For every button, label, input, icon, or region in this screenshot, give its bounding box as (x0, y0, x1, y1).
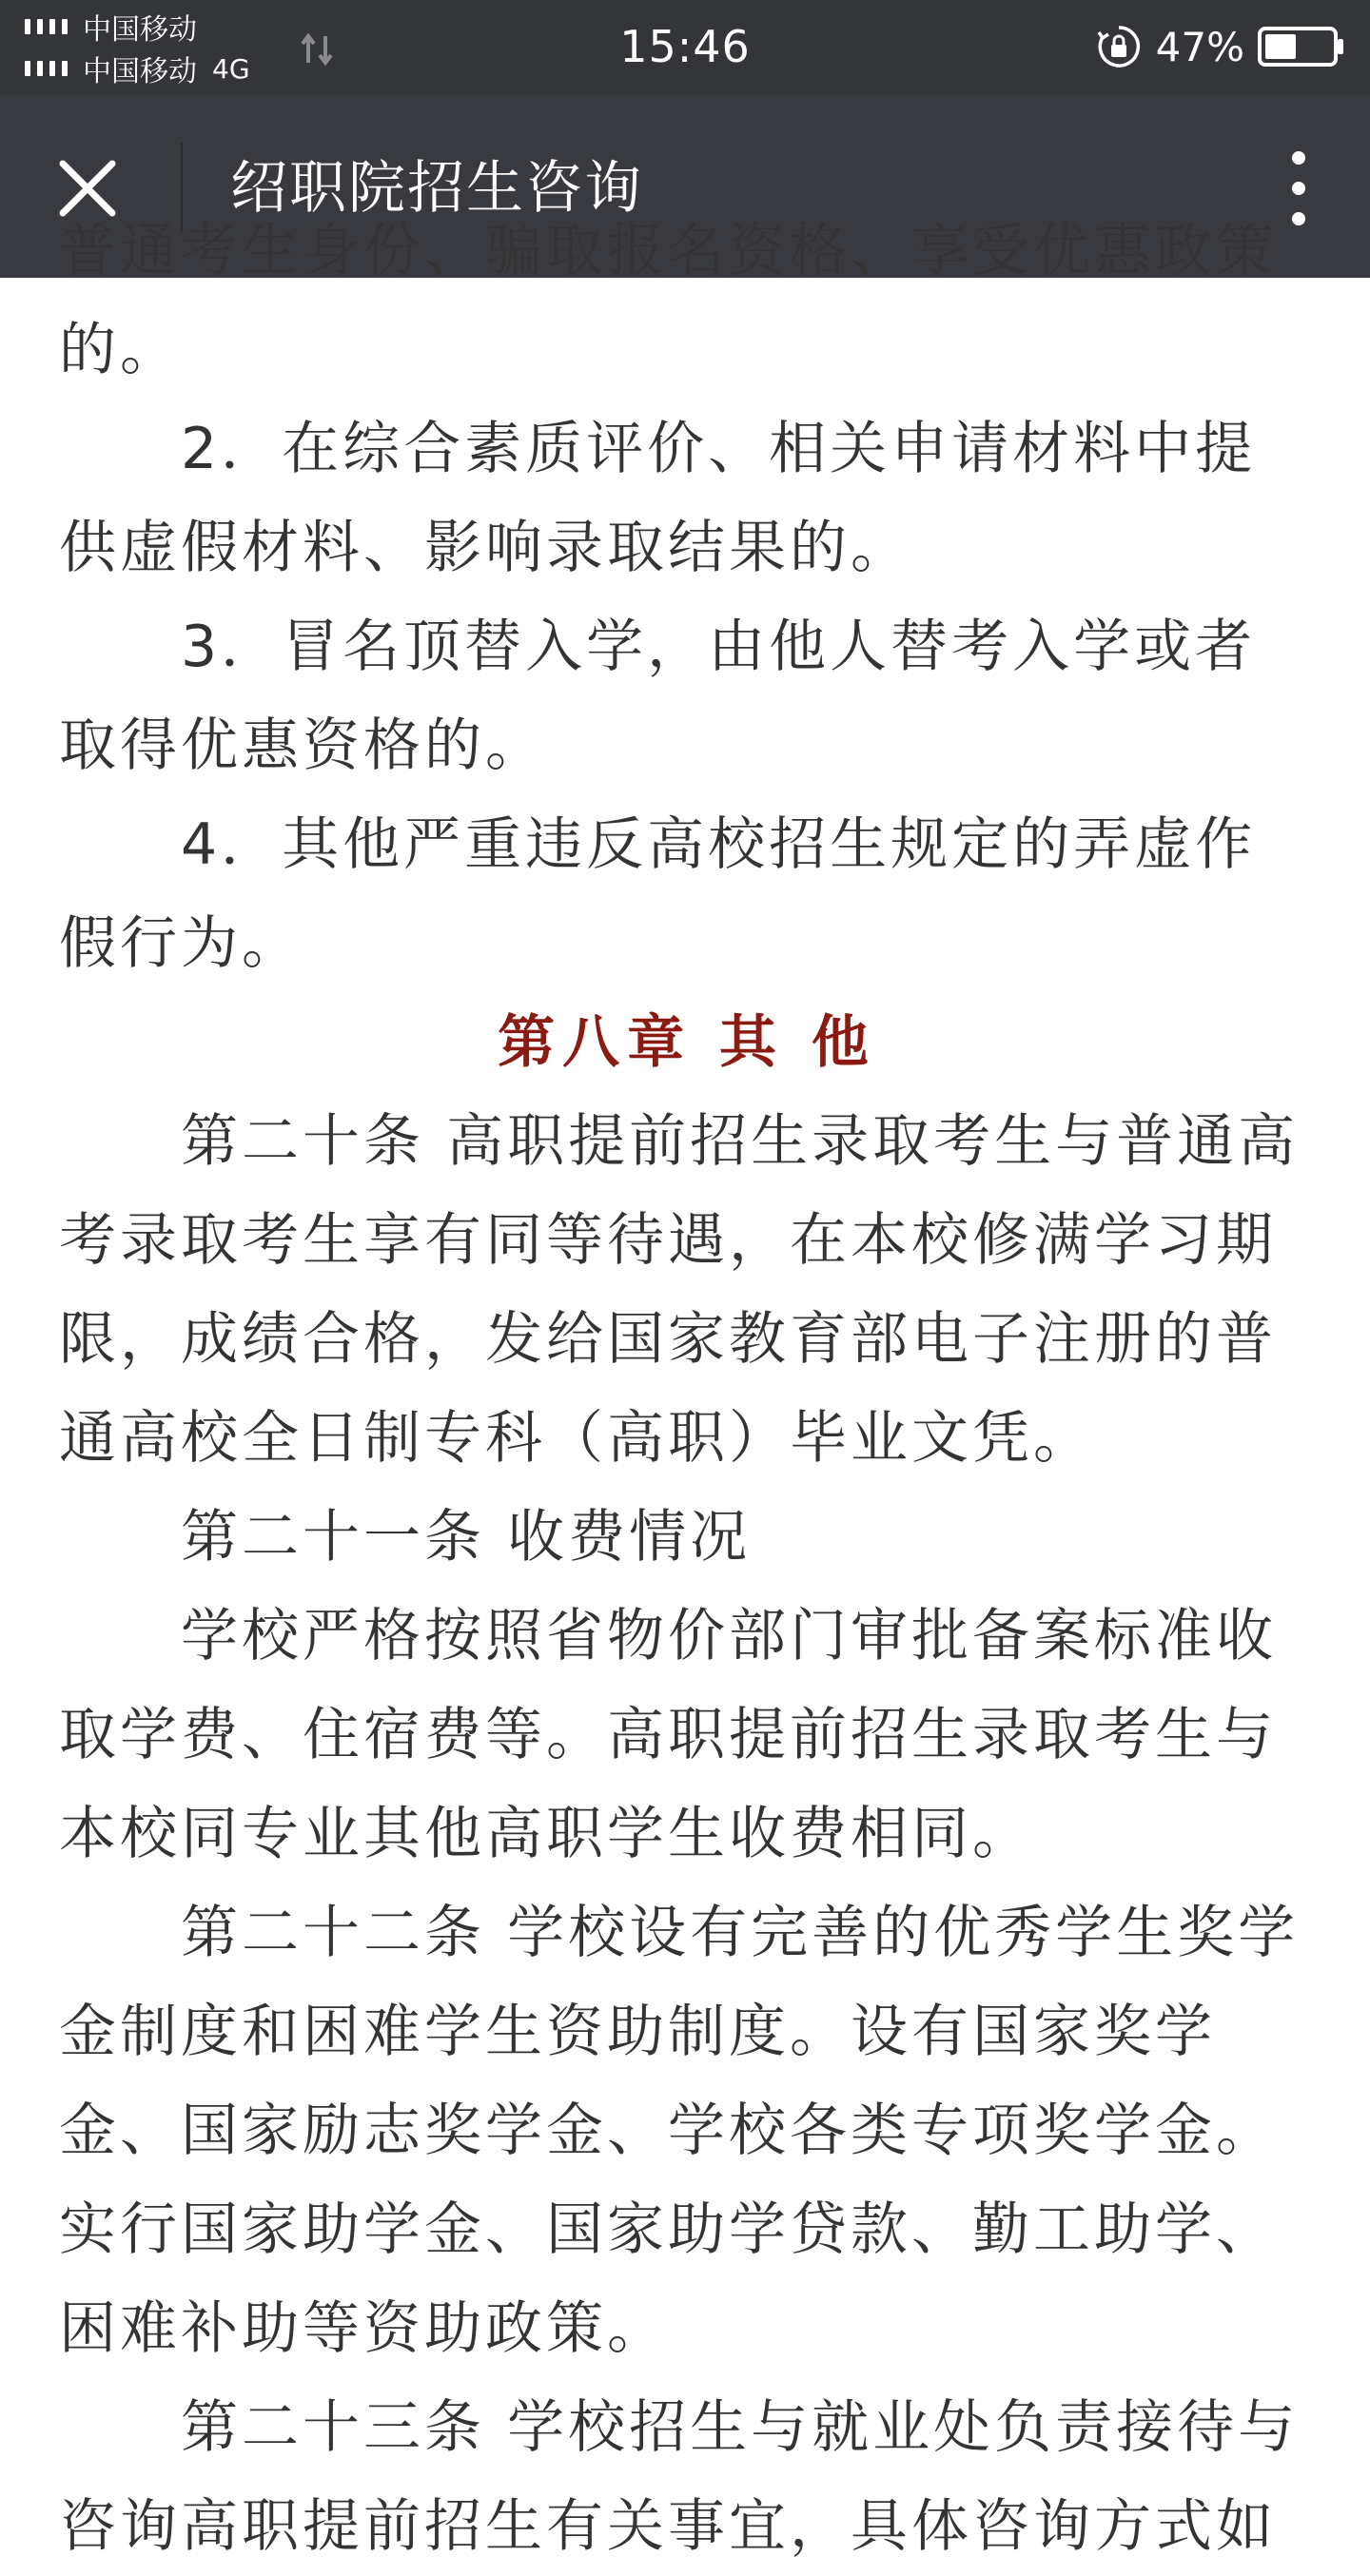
page-title: 绍职院招生咨询 (230, 155, 643, 222)
chapter-heading: 第八章 其 他 (498, 1009, 876, 1076)
status-bar (0, 0, 1370, 95)
article-item: 2．在综合素质评价、相关申请材料中提供虚假材料、影响录取结果的。 (59, 416, 1257, 581)
status-right-group (1095, 23, 1345, 70)
article-item: 4．其他严重违反高校招生规定的弄虚作假行为。 (59, 811, 1257, 977)
rotation-lock-icon (1095, 23, 1143, 70)
battery-percent: 47% (1155, 23, 1244, 70)
article-paragraph: 第二十二条 学校设有完善的优秀学生奖学金制度和困难学生资助制度。设有国家奖学金、国家励志奖学金、学校各类专项奖学金。实行国家助学金、国家助学贷款、勤工助学、困难补助等资助政策。 (59, 1900, 1300, 2362)
article-body (59, 218, 1315, 2576)
article-viewport[interactable] (0, 218, 1370, 2560)
article-item: 3．冒名顶替入学，由他人替考入学或者取得优惠资格的。 (59, 614, 1257, 779)
article-paragraph: 第二十条 高职提前招生录取考生与普通高考录取考生享有同等待遇，在本校修满学习期限，成绩合格，发给国家教育部电子注册的普通高校全日制专科（高职）毕业文凭。 (59, 1108, 1300, 1472)
network-type: 4G (212, 52, 250, 85)
battery-icon (1258, 25, 1345, 68)
article-paragraph: 第二十一条 收费情况 (181, 1504, 752, 1571)
carrier-2-label: 中国移动 (83, 55, 197, 88)
article-paragraph: 学校严格按照省物价部门审批备案标准收取学费、住宿费等。高职提前招生录取考生与本校同专业其他高职学生收费相同。 (59, 1603, 1277, 1867)
carrier-1-label: 中国移动 (83, 13, 197, 47)
status-time: 15:46 (619, 21, 751, 72)
article-paragraph: 第二十三条 学校招生与就业处负责接待与咨询高职提前招生有关事宜，具体咨询方式如 (59, 2394, 1300, 2560)
article-paragraph: 普通考生身份、骗取报名资格、享受优惠政策的。 (59, 218, 1277, 383)
